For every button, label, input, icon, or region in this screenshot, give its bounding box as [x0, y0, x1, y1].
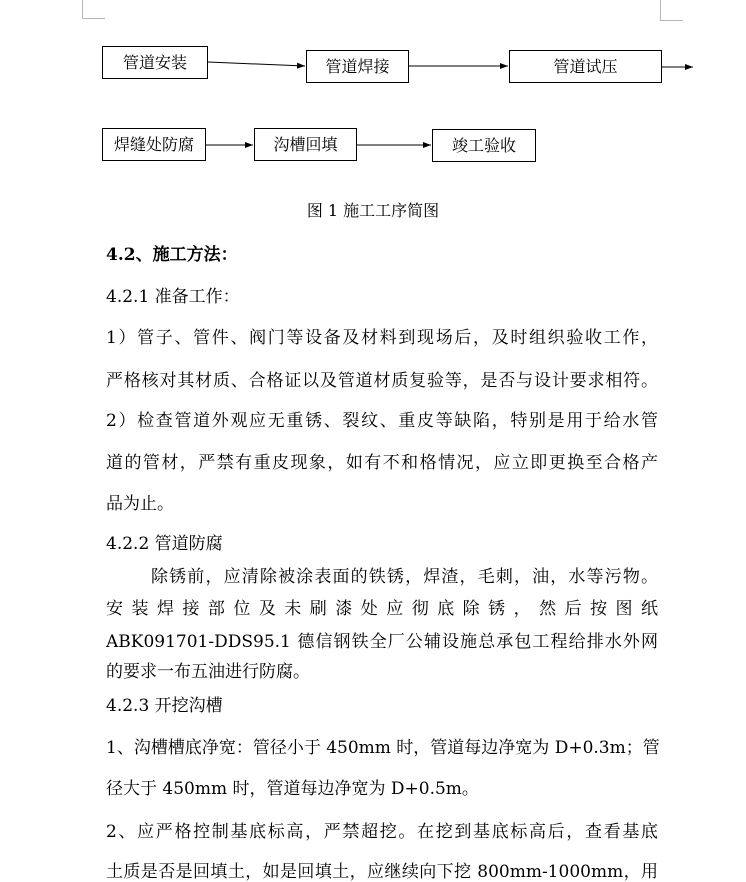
paragraph-line: 道的管材，严禁有重皮现象，如有不和格情况，应立即更换至合格产 — [106, 453, 658, 473]
paragraph-line: 土质是否是回填土，如是回填土，应继续向下挖 800mm-1000mm，用 — [106, 862, 658, 882]
flow-step-pressure-test: 管道试压 — [509, 50, 662, 83]
paragraph-line: 除锈前，应清除被涂表面的铁锈，焊渣，毛刺，油，水等污物。 — [151, 567, 658, 587]
paragraph-line: 2）检查管道外观应无重锈、裂纹、重皮等缺陷，特别是用于给水管 — [106, 411, 658, 431]
paragraph-line: 品为止。 — [106, 494, 174, 514]
paragraph-line: 安装焊接部位及未刷漆处应彻底除锈，然后按图纸 — [106, 599, 658, 619]
subsection-4-2-3: 4.2.3 开挖沟槽 — [106, 696, 223, 716]
flow-step-weld-anticorrosion: 焊缝处防腐 — [102, 128, 206, 161]
paragraph-line: ABK091701-DDS95.1 德信钢铁全厂公辅设施总承包工程给排水外网 — [106, 632, 658, 652]
flow-step-trench-backfill: 沟槽回填 — [254, 128, 357, 161]
flowchart-arrows — [0, 0, 746, 200]
paragraph-line: 1、沟槽槽底净宽：管径小于 450mm 时，管道每边净宽为 D+0.3m；管 — [106, 738, 660, 758]
paragraph-line: 径大于 450mm 时，管道每边净宽为 D+0.5m。 — [106, 779, 479, 799]
paragraph-line: 1）管子、管件、阀门等设备及材料到现场后，及时组织验收工作， — [106, 328, 658, 348]
flow-step-pipe-install: 管道安装 — [102, 46, 208, 79]
arrow-1 — [208, 62, 305, 66]
subsection-4-2-1: 4.2.1 准备工作： — [106, 287, 240, 307]
section-heading: 4.2、施工方法： — [106, 245, 238, 265]
paragraph-line: 的要求一布五油进行防腐。 — [106, 662, 310, 682]
figure-caption: 图 1 施工工序简图 — [306, 201, 440, 220]
paragraph-line: 严格核对其材质、合格证以及管道材质复验等，是否与设计要求相符。 — [106, 371, 658, 391]
flow-step-pipe-weld: 管道焊接 — [306, 50, 409, 83]
subsection-4-2-2: 4.2.2 管道防腐 — [106, 534, 223, 554]
paragraph-line: 2、应严格控制基底标高，严禁超挖。在挖到基底标高后，查看基底 — [106, 822, 658, 842]
flow-step-completion-acceptance: 竣工验收 — [432, 129, 536, 162]
